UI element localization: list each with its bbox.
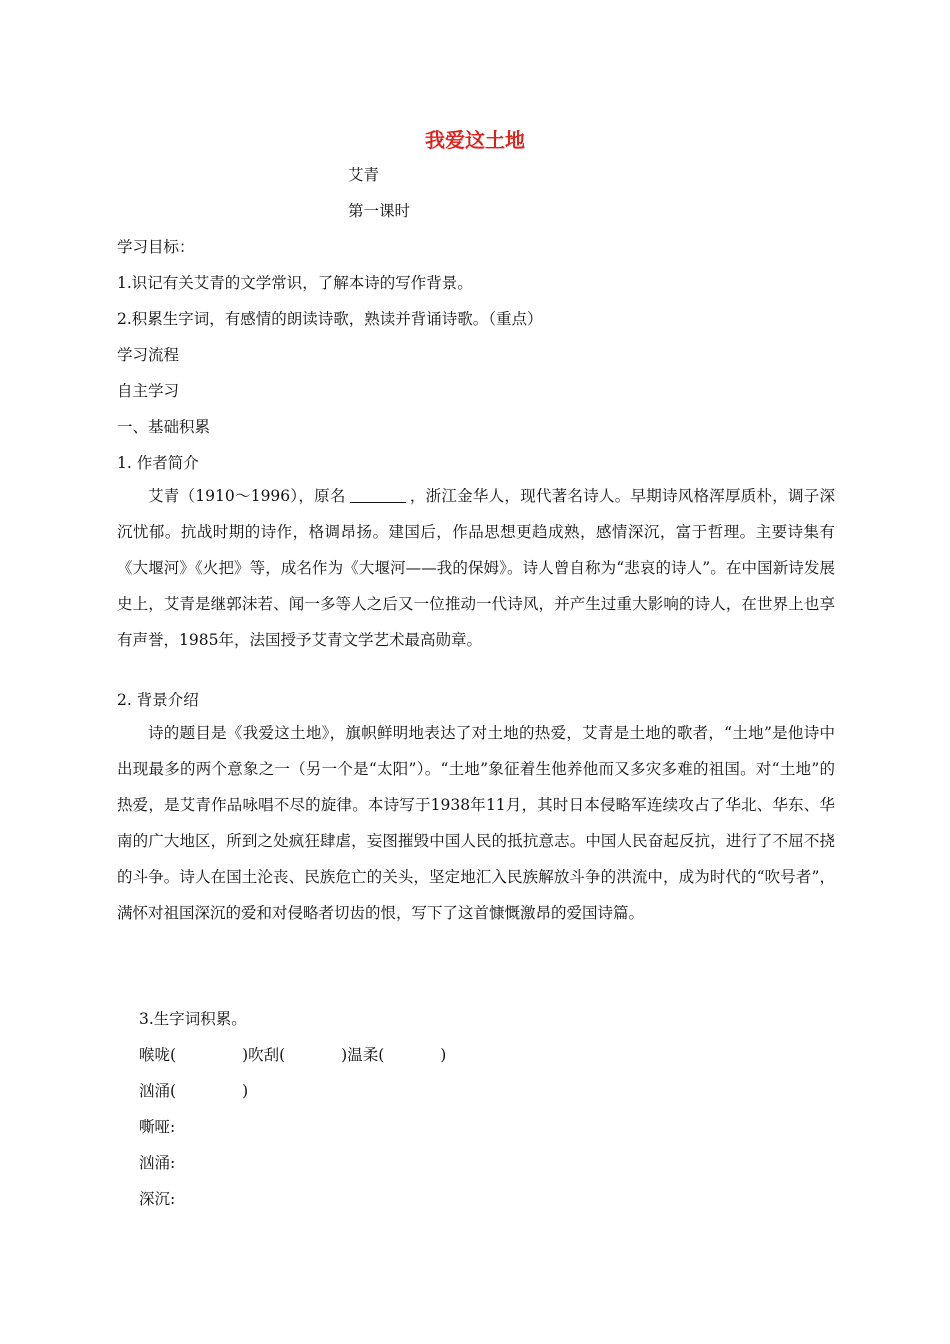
lesson-label: 第一课时 (348, 202, 411, 220)
objective-1: 1.识记有关艾青的文学常识，了解本诗的写作背景。 (117, 274, 473, 292)
item-3-heading: 3.生字词积累。 (139, 1010, 247, 1028)
author-name: 艾青 (348, 166, 380, 184)
objective-2: 2.积累生字词，有感情的朗读诗歌，熟读并背诵诗歌。（重点） (117, 310, 543, 328)
objectives-heading: 学习目标： (117, 238, 195, 256)
vocab-wenrou: )温柔( (341, 1046, 385, 1064)
item-1-heading: 1. 作者简介 (117, 454, 199, 472)
vocab-line-1 (139, 1043, 446, 1065)
author-intro-start: 艾青（1910～1996），原名 (148, 487, 346, 505)
vocab-close: ) (440, 1046, 447, 1064)
author-intro-rest: ，浙江金华人，现代著名诗人。早期诗风格浑厚质朴，调子深沉忧郁。抗战时期的诗作，格调昂扬。建国后，作品思想更趋成熟，感情深沉，富于哲理。主要诗集有《大堰河》《火把》等，成名作为《大堰河——我的保姆》。诗人曾自称为“悲哀的诗人”。在中国新诗发展史上，艾青是继郭沫若、闻一多等人之后又一位推动一代诗风，并产生过重大影响的诗人，在世界上也享有声誉，1985年，法国授予艾青文学艺术最高勋章。 (117, 487, 835, 649)
vocab-houlong: 喉咙( (139, 1046, 177, 1064)
word-xiongyong: 汹涌: (139, 1154, 176, 1172)
section-1-heading: 一、基础积累 (117, 418, 211, 436)
vocab-close-2: ) (242, 1082, 249, 1100)
self-study-heading: 自主学习 (117, 382, 180, 400)
author-intro-paragraph (117, 478, 835, 658)
process-heading: 学习流程 (117, 346, 180, 364)
vocab-xiongyong: 汹涌( (139, 1082, 177, 1100)
item-2-heading: 2. 背景介绍 (117, 691, 199, 709)
vocab-chuigua: )吹刮( (242, 1046, 286, 1064)
word-shenchen: 深沉: (139, 1190, 176, 1208)
background-paragraph: 诗的题目是《我爱这土地》，旗帜鲜明地表达了对土地的热爱，艾青是土地的歌者，“土地”是他诗中出现最多的两个意象之一（另一个是“太阳”）。“土地”象征着生他养他而又多灾多难的祖国。对“土地”的热爱，是艾青作品咏唱不尽的旋律。本诗写于1938年11月，其时日本侵略军连续攻占了华北、华东、华南的广大地区，所到之处疯狂肆虐，妄图摧毁中国人民的抵抗意志。中国人民奋起反抗，进行了不屈不挠的斗争。诗人在国土沦丧、民族危亡的关头，坚定地汇入民族解放斗争的洪流中，成为时代的“吹号者”，满怀对祖国深沉的爱和对侵略者切齿的恨，写下了这首慷慨激昂的爱国诗篇。 (117, 724, 835, 922)
page-title: 我爱这土地 (425, 128, 525, 152)
vocab-line-2 (139, 1079, 248, 1101)
word-siya: 嘶哑: (139, 1118, 176, 1136)
fill-in-blank (350, 488, 406, 503)
